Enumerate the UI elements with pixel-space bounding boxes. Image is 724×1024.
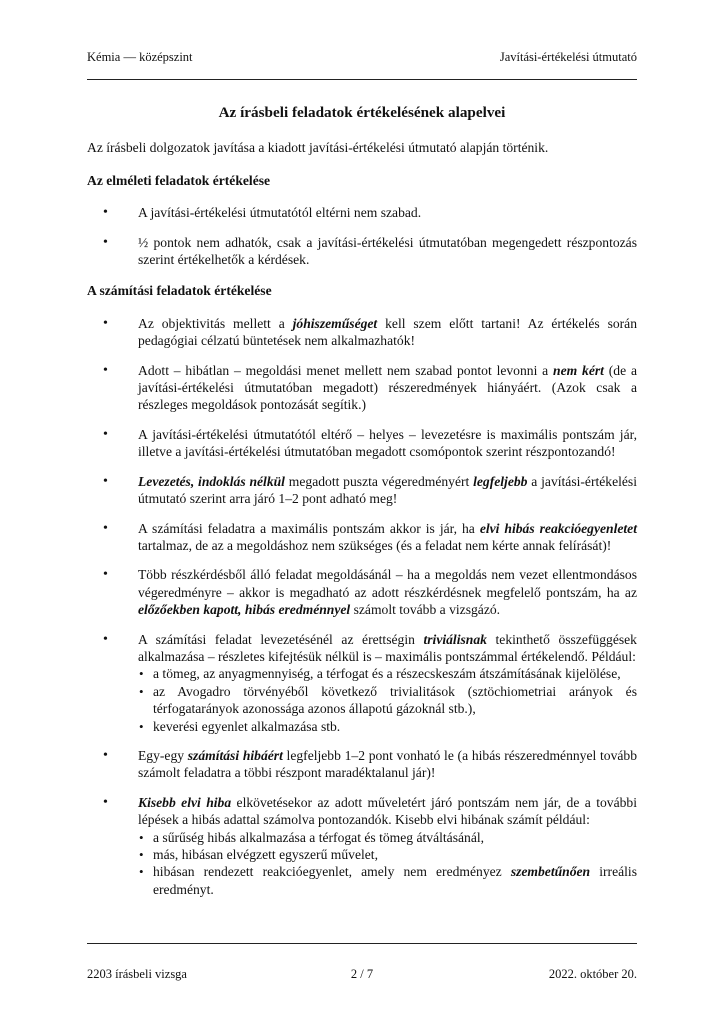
footer-exam-code: 2203 írásbeli vizsga <box>87 967 187 981</box>
sub-list-item: • keverési egyenlet alkalmazása stb. <box>138 718 637 735</box>
text-run: a javítási-értékelési útmutató szerint arra járó 1–2 pont adható meg! <box>138 473 638 507</box>
list-item <box>87 520 637 555</box>
list-item: • ½ pontok nem adhatók, csak a javítási-értékelési útmutatóban megengedett részpontozás szerint értékelhetők a kérdések. <box>87 234 637 269</box>
text-run: számolt tovább a vizsgázó. <box>350 602 501 618</box>
sub-list-item <box>138 829 637 846</box>
list-item <box>87 362 637 414</box>
emphasis: Kisebb elvi hiba <box>138 794 232 810</box>
emphasis: Levezetés, indoklás nélkül <box>138 473 285 489</box>
text-run: Az objektivitás mellett a <box>138 315 293 331</box>
section-heading-calculation: A számítási feladatok értékelése <box>87 283 272 299</box>
text-run: A számítási feladatra a maximális pontszám akkor is jár, ha <box>138 520 480 536</box>
text-run: irreális eredményt. <box>153 864 637 897</box>
text-run: (de a javítási-értékelési útmutatóban megadott) részeredmények hiányáért. (Azok csak a részleges megoldások pontozását segítik.) <box>138 362 637 413</box>
list-item <box>87 631 637 735</box>
page-content <box>87 104 637 912</box>
emphasis: elvi hibás reakcióegyenletet <box>479 520 637 536</box>
text-run: Adott – hibátlan – megoldási menet mellett nem szabad pontot levonni a <box>138 362 554 378</box>
text-run: megadott puszta végeredményért <box>284 473 474 489</box>
emphasis: triviálisnak <box>423 631 487 647</box>
text-run: más, hibásan elvégzett egyszerű művelet, <box>153 847 378 862</box>
text-run: tartalmaz, de az a megoldáshoz nem szükséges (és a feladat nem kérte annak felírását)! <box>138 537 612 553</box>
emphasis: legfeljebb <box>473 473 528 489</box>
emphasis: jóhiszeműséget <box>292 315 378 331</box>
text-run: tekinthető összefüggések alkalmazása – részletes kifejtésük nélkül is – maximális pontszámmal értékelendő. Például: <box>138 631 637 664</box>
header-subject: Kémia — középszint <box>87 50 193 64</box>
header-doc-type: Javítási-értékelési útmutató <box>499 50 637 64</box>
emphasis: szembetűnően <box>510 864 591 880</box>
text-run: a sűrűség hibás alkalmazása a térfogat és tömeg átváltásánál, <box>153 829 485 845</box>
list-item <box>87 315 637 350</box>
page-header <box>87 50 637 68</box>
sub-list <box>138 829 637 899</box>
sub-list-item <box>138 846 637 863</box>
sub-list <box>138 665 637 735</box>
list-item: • A javítási-értékelési útmutatótól eltérni nem szabad. <box>87 204 637 221</box>
intro-paragraph: Az írásbeli dolgozatok javítása a kiadott javítási-értékelési útmutató alapján történik. <box>87 140 549 156</box>
text-run: elkövetésekor az adott műveletért járó pontszám nem jár, de a további lépések a hibás adattal számolva pontozandók. Kisebb elvi hibának számít például: <box>138 794 637 828</box>
list-item <box>87 747 637 782</box>
page-footer <box>87 967 637 985</box>
text-run: legfeljebb 1–2 pont vonható le (a hibás részeredménnyel tovább számolt feladatra a többi részpont maradéktalanul jár)! <box>138 747 637 781</box>
page-number: 2 / 7 <box>350 967 374 981</box>
header-rule <box>87 79 637 80</box>
text-run: A javítási-értékelési útmutatótól eltérő – helyes – levezetésre is maximális pontszám jár, illetve a javítási-értékelési útmutatóban megadott csomópontok szerint részpontozandó! <box>138 426 637 460</box>
list-item <box>87 566 637 618</box>
text-run: Egy-egy <box>138 747 188 763</box>
emphasis: számítási hibáért <box>187 747 283 763</box>
text-run: hibásan rendezett reakcióegyenlet, amely nem eredményez <box>153 864 511 880</box>
footer-date: 2022. október 20. <box>548 967 637 981</box>
calculation-list <box>87 315 637 898</box>
list-item <box>87 473 637 508</box>
page-title: Az írásbeli feladatok értékelésének alapelvei <box>218 104 506 121</box>
list-item <box>87 426 637 461</box>
section-heading-theory: Az elméleti feladatok értékelése <box>87 172 271 188</box>
emphasis: előzőekben kapott, hibás eredménnyel <box>138 602 351 618</box>
text-run: Több részkérdésből álló feladat megoldásánál – ha a megoldás nem vezet ellentmondásos végeredményre – akkor is megadható az adott részkérdésnek megfelelő pontszám, ha az <box>138 567 637 600</box>
emphasis: nem kért <box>553 362 604 378</box>
text-run: A számítási feladat levezetésénél az érettségin <box>138 631 424 647</box>
sub-list-item: • a tömeg, az anyagmennyiség, a térfogat és a részecskeszám átszámításának kijelölése, <box>138 665 637 682</box>
sub-list-item <box>138 863 637 898</box>
sub-list-item: • az Avogadro törvényéből következő trivialitások (sztöchiometriai arányok és térfogatarányok azonossága azonos állapotú gázoknál stb.), <box>138 683 637 718</box>
theory-list <box>87 204 637 268</box>
footer-rule <box>87 943 637 944</box>
list-item <box>87 794 637 898</box>
text-run: kell szem előtt tartani! Az értékelés során pedagógiai célzatú büntetések nem alkalmazhatók! <box>138 315 638 349</box>
